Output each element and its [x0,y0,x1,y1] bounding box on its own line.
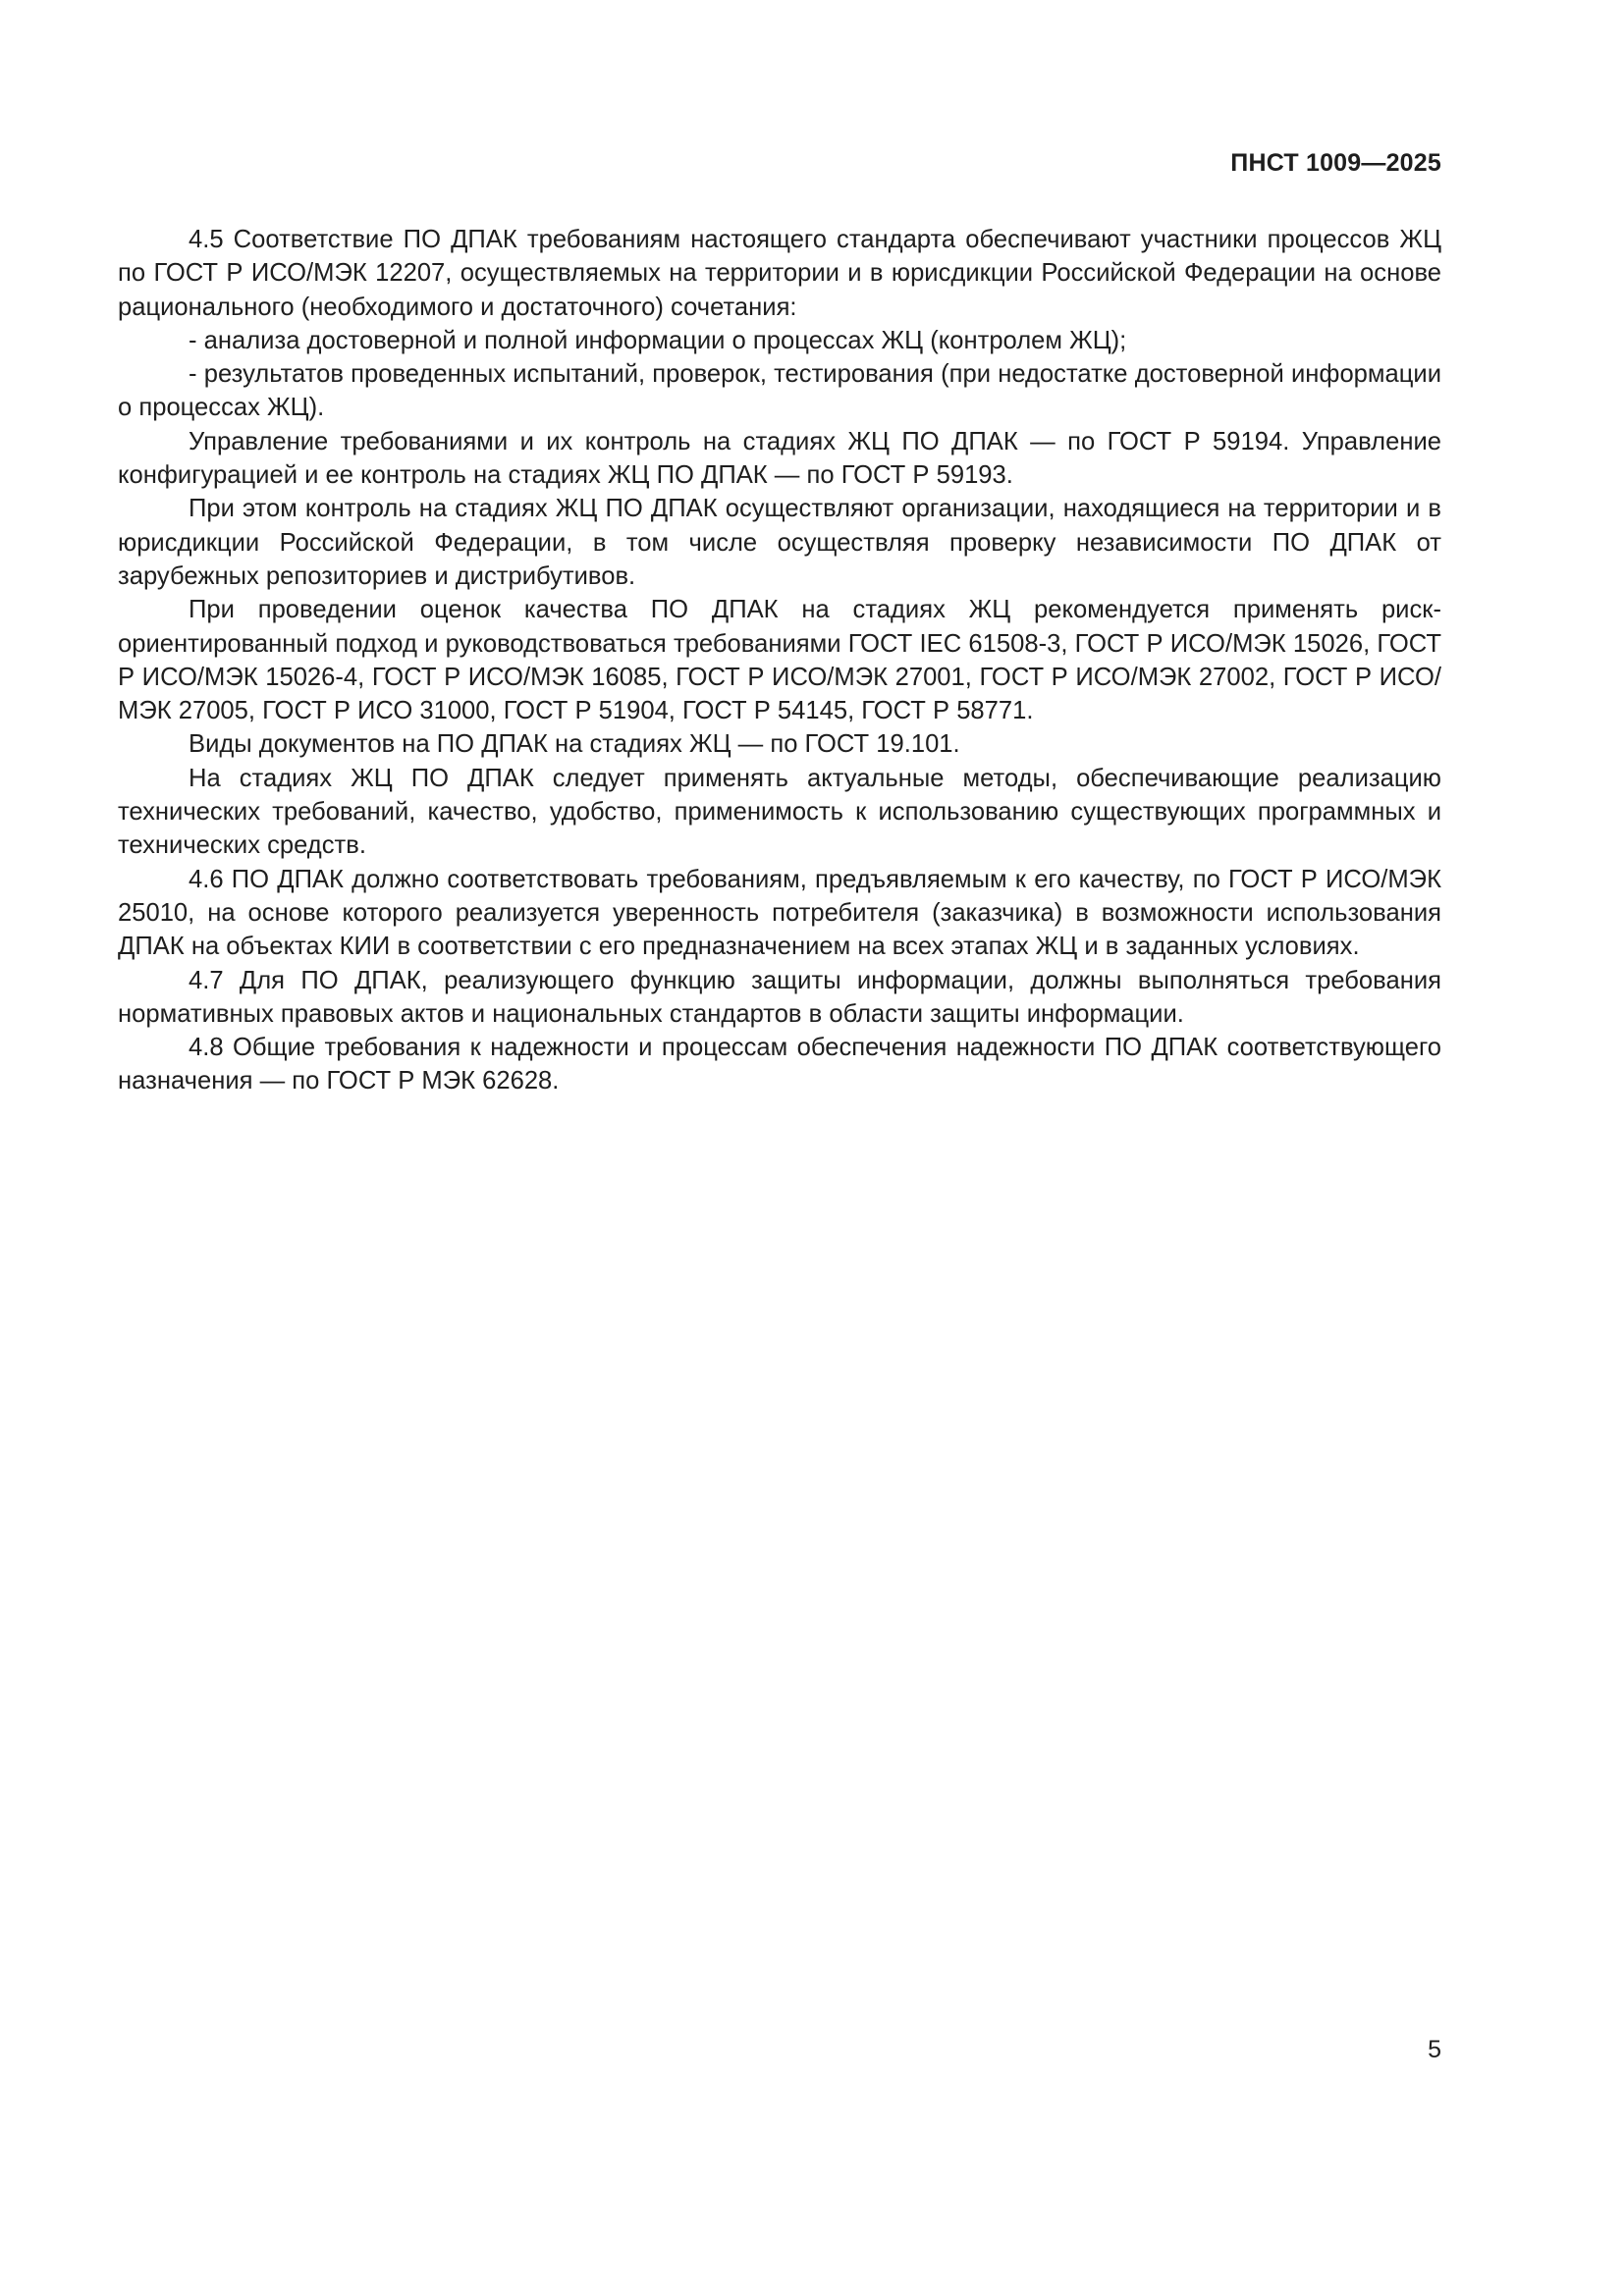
paragraph-control-organizations: При этом контроль на стадиях ЖЦ ПО ДПАК осуществляют организации, находящиеся на территории и в юрисдикции Российской Федерации, в том числе осуществляя проверку независимости ПО ДПАК от зарубежных репозиториев и дистрибутивов. [118,495,1441,590]
list-item: - результатов проведенных испытаний, проверок, тестирования (при недостатке достоверной информации о процессах ЖЦ). [118,360,1441,422]
paragraph-4-8: 4.8 Общие требования к надежности и процессам обеспечения надежности ПО ДПАК соответствующего назначения — по ГОСТ Р МЭК 62628. [118,1034,1441,1095]
paragraph-document-types: Виды документов на ПО ДПАК на стадиях ЖЦ — по ГОСТ 19.101. [189,730,960,759]
paragraph-methods: На стадиях ЖЦ ПО ДПАК следует применять актуальные методы, обеспечивающие реализацию технических требований, качество, удобство, применимость к использованию существующих программных и технических средств. [118,764,1441,860]
list-item: - анализа достоверной и полной информации о процессах ЖЦ (контролем ЖЦ); [189,326,1127,354]
paragraph-4-5: 4.5 Соответствие ПО ДПАК требованиям настоящего стандарта обеспечивают участники процессов ЖЦ по ГОСТ Р ИСО/МЭК 12207, осуществляемых на территории и в юрисдикции Российской Федерации на основе рационального (необходимого и достаточного) сочетания: [118,226,1441,321]
paragraph-4-6: 4.6 ПО ДПАК должно соответствовать требованиям, предъявляемым к его качеству, по ГОСТ Р ИСО/МЭК 25010, на основе которого реализуется уверенность потребителя (заказчика) в возможности использования ДПАК на объектах КИИ в соответствии с его предназначением на всех этапах ЖЦ и в заданных условиях. [118,865,1441,961]
document-body [118,223,1441,1098]
page-number: 5 [1428,2036,1441,2063]
document-code-header: ПНСТ 1009—2025 [1230,149,1441,177]
paragraph-4-7: 4.7 Для ПО ДПАК, реализующего функцию защиты информации, должны выполняться требования нормативных правовых актов и национальных стандартов в области защиты информации. [118,966,1441,1028]
paragraph-quality-assessment: При проведении оценок качества ПО ДПАК на стадиях ЖЦ рекомендуется применять риск-ориентированный подход и руководствоваться требованиями ГОСТ IEC 61508-3, ГОСТ Р ИСО/МЭК 15026, ГОСТ Р ИСО/МЭК 15026-4, ГОСТ Р ИСО/МЭК 16085, ГОСТ Р ИСО/МЭК 27001, ГОСТ Р ИСО/МЭК 27002, ГОСТ Р ИСО/МЭК 27005, ГОСТ Р ИСО 31000, ГОСТ Р 51904, ГОСТ Р 54145, ГОСТ Р 58771. [118,596,1441,725]
paragraph-requirements-management: Управление требованиями и их контроль на стадиях ЖЦ ПО ДПАК — по ГОСТ Р 59194. Управление конфигурацией и ее контроль на стадиях ЖЦ ПО ДПАК — по ГОСТ Р 59193. [118,427,1441,490]
